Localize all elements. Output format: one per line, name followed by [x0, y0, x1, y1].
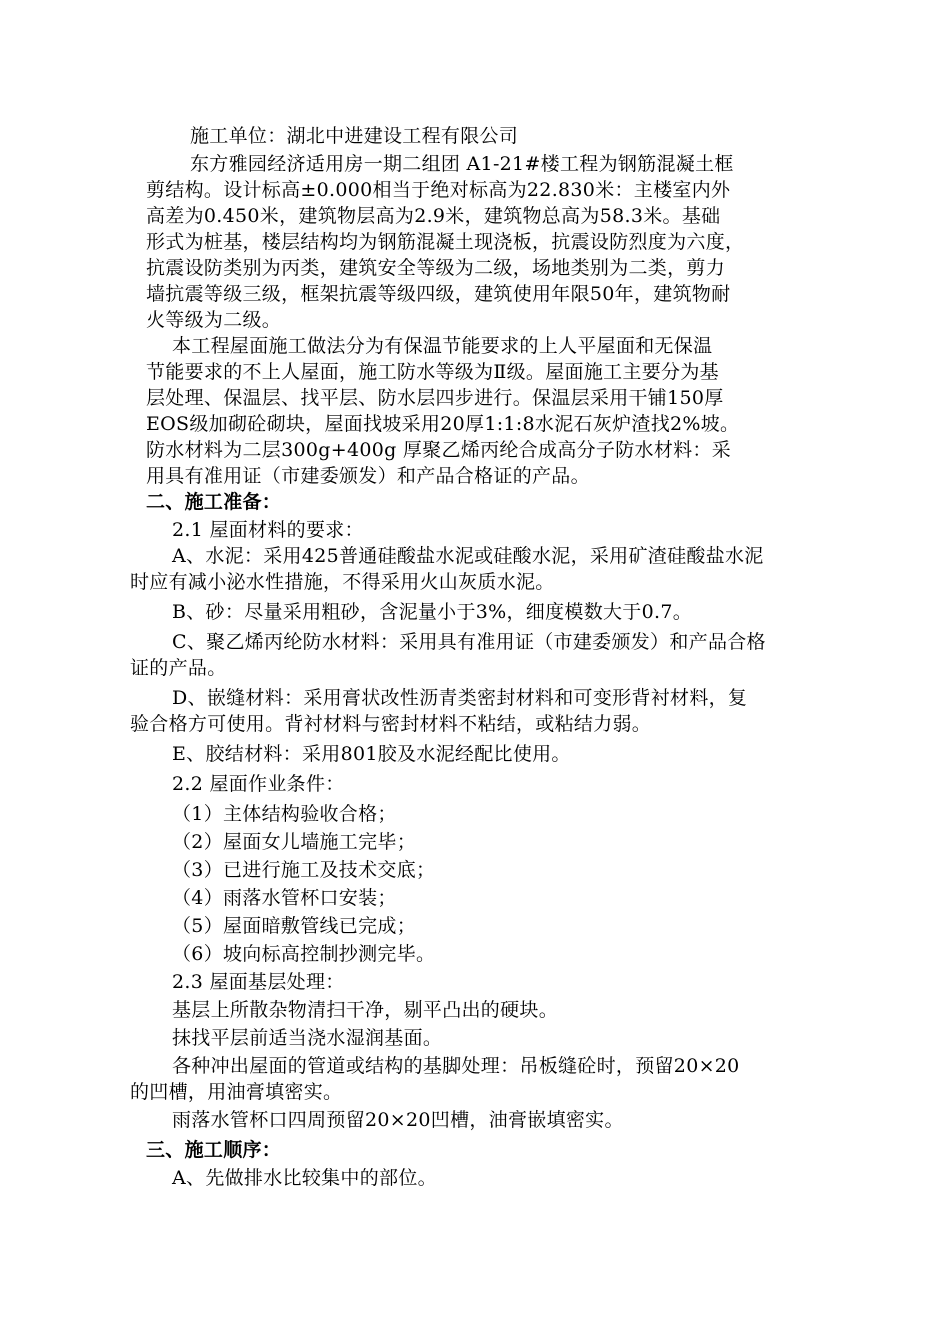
list-item: （4）雨落水管杯口安装； — [172, 887, 397, 909]
paragraph-line: 防水材料为二层300g+400g 厚聚乙烯丙纶合成高分子防水材料：采 — [146, 439, 732, 461]
paragraph-line: 抗震设防类别为丙类，建筑安全等级为二级，场地类别为二类，剪力 — [146, 257, 726, 279]
paragraph-line: 层处理、保温层、找平层、防水层四步进行。保温层采用干铺150厚 — [146, 387, 724, 409]
section-heading-sequence: 三、施工顺序： — [146, 1139, 282, 1161]
subsection-heading: 2.1 屋面材料的要求： — [172, 519, 364, 541]
paragraph-line: 证的产品。 — [130, 657, 227, 679]
paragraph-line: B、砂：尽量采用粗砂，含泥量小于3%，细度模数大于0.7。 — [172, 601, 693, 623]
paragraph-line: 东方雅园经济适用房一期二组团 A1-21#楼工程为钢筋混凝土框 — [190, 153, 734, 175]
paragraph-line: 的凹槽，用油膏填密实。 — [130, 1081, 343, 1103]
section-heading-preparation: 二、施工准备： — [146, 491, 282, 513]
paragraph-line: 火等级为二级。 — [146, 309, 282, 331]
subsection-heading: 2.3 屋面基层处理： — [172, 971, 345, 993]
paragraph-line: D、嵌缝材料：采用膏状改性沥青类密封材料和可变形背衬材料，复 — [172, 687, 748, 709]
paragraph-line: EOS级加砌砼砌块，屋面找坡采用20厚1:1:8水泥石灰炉渣找2%坡。 — [146, 413, 740, 435]
paragraph-line: 抹找平层前适当浇水湿润基面。 — [172, 1027, 443, 1049]
paragraph-line: 形式为桩基，楼层结构均为钢筋混凝土现浇板，抗震设防烈度为六度， — [146, 231, 745, 253]
paragraph-line: 剪结构。设计标高±0.000相当于绝对标高为22.830米：主楼室内外 — [146, 179, 731, 201]
paragraph-line: 验合格方可使用。背衬材料与密封材料不粘结，或粘结力弱。 — [130, 713, 652, 735]
paragraph-line: 时应有减小泌水性措施，不得采用火山灰质水泥。 — [130, 571, 555, 593]
construction-unit-line: 施工单位：湖北中进建设工程有限公司 — [190, 125, 519, 147]
paragraph-line: 雨落水管杯口四周预留20×20凹槽，油膏嵌填密实。 — [172, 1109, 624, 1131]
paragraph-line: A、先做排水比较集中的部位。 — [172, 1167, 437, 1189]
paragraph-line: A、水泥：采用425普通硅酸盐水泥或硅酸水泥，采用矿渣硅酸盐水泥 — [172, 545, 764, 567]
paragraph-line: 各种冲出屋面的管道或结构的基脚处理：吊板缝砼时，预留20×20 — [172, 1055, 740, 1077]
paragraph-line: 节能要求的不上人屋面，施工防水等级为Ⅱ级。屋面施工主要分为基 — [146, 361, 719, 383]
paragraph-line: 高差为0.450米，建筑物层高为2.9米，建筑物总高为58.3米。基础 — [146, 205, 721, 227]
paragraph-line: 本工程屋面施工做法分为有保温节能要求的上人平屋面和无保温 — [172, 335, 713, 357]
list-item: （5）屋面暗敷管线已完成； — [172, 915, 416, 937]
paragraph-line: C、聚乙烯丙纶防水材料：采用具有准用证（市建委颁发）和产品合格 — [172, 631, 766, 653]
subsection-heading: 2.2 屋面作业条件： — [172, 773, 345, 795]
list-item: （3）已进行施工及技术交底； — [172, 859, 436, 881]
list-item: （6）坡向标高控制抄测完毕。 — [172, 943, 436, 965]
list-item: （1）主体结构验收合格； — [172, 803, 397, 825]
paragraph-line: 墙抗震等级三级，框架抗震等级四级，建筑使用年限50年，建筑物耐 — [146, 283, 731, 305]
paragraph-line: E、胶结材料：采用801胶及水泥经配比使用。 — [172, 743, 571, 765]
list-item: （2）屋面女儿墙施工完毕； — [172, 831, 416, 853]
paragraph-line: 用具有准用证（市建委颁发）和产品合格证的产品。 — [146, 465, 590, 487]
paragraph-line: 基层上所散杂物清扫干净，剔平凸出的硬块。 — [172, 999, 559, 1021]
